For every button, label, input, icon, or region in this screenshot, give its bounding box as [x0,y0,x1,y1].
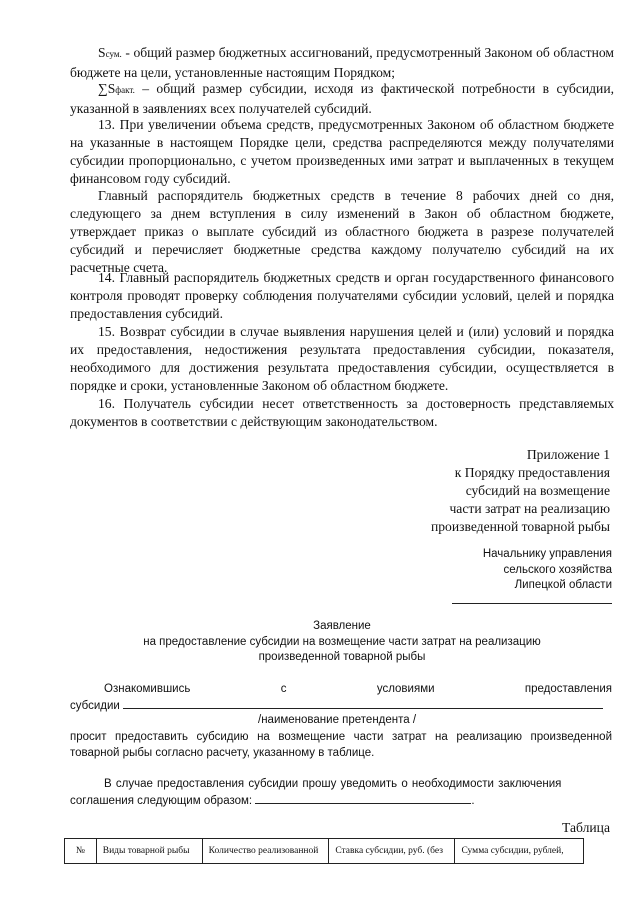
paragraph-15: 15. Возврат субсидии в случае выявления нарушения целей и (или) условий и порядка их предоставления, недостижения результата предоставления субсидии, показателя, необходимого для достижения результата предоставления субсидии, осуществляется в порядке и сроки, установленные Законом об областном бюджете. [70,324,614,393]
intro-word: условиями [376,683,435,695]
notify-line-1: В случае предоставления субсидии прошу уведомить о необходимости заключения [104,778,562,790]
appendix-line: субсидий на возмещение [465,483,610,498]
definition-text: – общий размер субсидии, исходя из фактической потребности в субсидии, указанной в заявлениях всех получателей субсидий. [70,81,614,116]
paragraph-13: 13. При увеличении объема средств, предусмотренных Законом об областном бюджете на указанные в настоящем Порядке цели, средства распределяются между получателями субсидии пропорционально, с учетом произведенных ими затрат и выплаченных в текущем финансовом году субсидий. [70,117,614,186]
appendix-line: части затрат на реализацию [449,501,610,516]
addressee-block [372,547,612,609]
notify-method-field[interactable] [255,793,471,804]
table-caption: Таблица [562,820,610,835]
subscript-fact: факт. [115,85,135,95]
applicant-name-field[interactable] [123,698,603,709]
intro-word: с [280,683,287,695]
subscript-sum: сум. [105,49,122,59]
appendix-line: произведенной товарной рыбы [430,519,610,534]
intro-word: предоставления [524,683,612,695]
form-subtitle: произведенной товарной рыбы [258,651,426,663]
formula-definition-s-sum [70,44,614,82]
request-text: просит предоставить субсидию на возмещение части затрат на реализацию произведенной товарной рыбы согласно расчету, указанному в таблице. [70,731,612,759]
form-subtitle: на предоставление субсидии на возмещение части затрат на реализацию [143,635,541,648]
addressee-line: сельского хозяйства [503,563,612,576]
notify-label: соглашения следующим образом: [70,795,253,807]
header-cell-rate: Ставка субсидии, руб. (без [329,839,455,864]
appendix-number: Приложение 1 [526,447,610,462]
definition-text: - общий размер бюджетных ассигнований, предусмотренный Законом об областном бюджете на цели, установленные настоящим Порядком; [70,45,614,80]
table-header-row [65,839,584,864]
form-title-block [70,619,614,666]
symbol-sum-s: ∑S [98,81,116,96]
notify-line-2: соглашения следующим образом: . [70,795,475,807]
addressee-signature-line[interactable] [452,594,612,604]
header-cell-amount: Сумма субсидии, рублей, [455,839,584,864]
symbol-s: S [98,45,106,60]
applicant-line [70,698,614,714]
intro-word: Ознакомившись [104,683,191,695]
formula-definition-s-fact [70,80,614,118]
subsidy-label: субсидии [70,700,120,712]
paragraph-14: 14. Главный распорядитель бюджетных средств и орган государственного финансового контроля проводят проверку соблюдения получателями субсидии условий, целей и порядка предоставления субсидий. [70,270,614,321]
header-cell-quantity: Количество реализованной [202,839,329,864]
paragraph-13-continued: Главный распорядитель бюджетных средств в течение 8 рабочих дней со дня, следующего за днем вступления в силу изменений в Закон об областном бюджете, утверждает приказ о выплате субсидий из областного бюджета в разрезе получателей субсидий и перечисляет бюджетные средства каждому получателю субсидий на их расчетные счета. [70,188,614,275]
addressee-line: Начальнику управления [482,548,612,560]
addressee-line: Липецкой области [514,579,612,591]
form-intro-line [104,682,612,697]
header-cell-number: № [65,839,97,864]
applicant-caption: /наименование претендента / [258,714,417,726]
paragraph-16: 16. Получатель субсидии несет ответственность за достоверность представляемых документов в соответствии с действующим законодательством. [70,396,614,429]
form-title: Заявление [313,620,371,632]
appendix-line: к Порядку предоставления [454,465,610,480]
header-cell-fish-type: Виды товарной рыбы [96,839,202,864]
subsidy-table [64,838,584,864]
appendix-header [350,446,610,536]
